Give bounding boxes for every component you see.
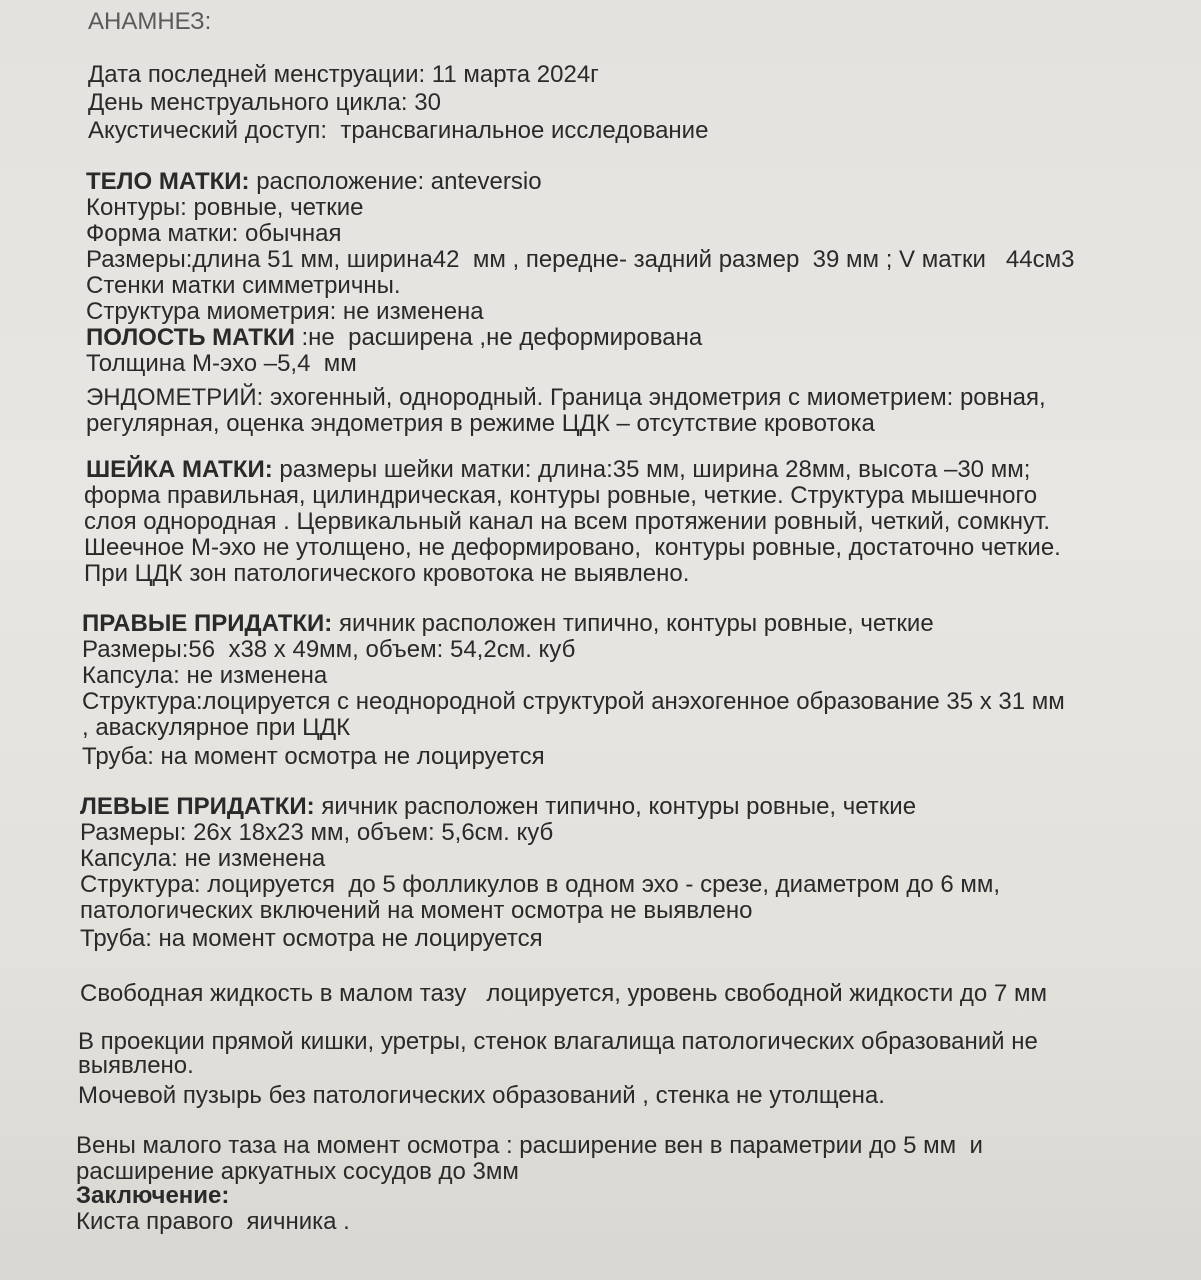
left-adnexa-heading: ЛЕВЫЕ ПРИДАТКИ: [80, 793, 315, 820]
uterus-position: расположение: anteversio [249, 168, 542, 195]
uterus-contours: Контуры: ровные, четкие [86, 194, 364, 221]
cervix-sizes: размеры шейки матки: длина:35 мм, ширина 28мм, высота –30 мм; [272, 456, 1031, 483]
free-fluid-line: Свободная жидкость в малом тазу лоцируется, уровень свободной жидкости до 7 мм [80, 980, 1047, 1007]
uterus-walls: Стенки матки симметричны. [86, 272, 401, 299]
endometrium-line-2: регулярная, оценка эндометрия в режиме ЦДК – отсутствие кровотока [86, 410, 875, 437]
left-ovary-capsule: Капсула: не изменена [80, 845, 326, 872]
conclusion-heading: Заключение: [76, 1182, 230, 1209]
cycle-day-line: День менструального цикла: 30 [88, 89, 441, 116]
veins-line-1: Вены малого таза на момент осмотра : расширение вен в параметрии до 5 мм и [76, 1132, 983, 1159]
cervix-line-1 [86, 458, 1030, 482]
cavity-heading: ПОЛОСТЬ МАТКИ [86, 324, 295, 351]
cervix-line-3: слоя однородная . Цервикальный канал на всем протяжении ровный, четкий, сомкнут. [84, 508, 1051, 535]
conclusion-text: Киста правого яичника . [76, 1208, 350, 1235]
left-ovary-text: яичник расположен типично, контуры ровные, четкие [314, 793, 917, 820]
veins-line-2: расширение аркуатных сосудов до 3мм [76, 1158, 519, 1185]
right-adnexa-line-1 [82, 612, 934, 636]
right-ovary-capsule: Капсула: не изменена [82, 662, 328, 689]
anamnez-heading: АНАМНЕЗ: [88, 8, 212, 35]
cervix-line-5: При ЦДК зон патологического кровотока не выявлено. [84, 560, 690, 587]
right-tube: Труба: на момент осмотра не лоцируется [82, 743, 545, 770]
rectum-line-2: выявлено. [78, 1052, 194, 1079]
right-adnexa-heading: ПРАВЫЕ ПРИДАТКИ: [82, 610, 333, 637]
myometrium-structure: Структура миометрия: не изменена [86, 298, 484, 325]
cavity-text: :не расширена ,не деформирована [294, 324, 703, 351]
uterus-position-line [86, 170, 542, 194]
cervix-line-4: Шеечное М-эхо не утолщено, не деформировано, контуры ровные, достаточно четкие. [84, 534, 1061, 561]
uterus-heading: ТЕЛО МАТКИ: [86, 168, 250, 195]
left-adnexa-line-1 [80, 795, 916, 819]
left-tube: Труба: на момент осмотра не лоцируется [80, 925, 543, 952]
uterus-shape: Форма матки: обычная [86, 220, 342, 247]
rectum-line-1: В проекции прямой кишки, уретры, стенок влагалища патологических образований не [78, 1028, 1038, 1055]
endometrium-line-1: ЭНДОМЕТРИЙ: эхогенный, однородный. Граница эндометрия с миометрием: ровная, [86, 384, 1046, 411]
uterus-sizes: Размеры:длина 51 мм, ширина42 мм , передне- задний размер 39 мм ; V матки 44см3 [86, 246, 1075, 273]
cavity-line [86, 326, 702, 350]
cervix-line-2: форма правильная, цилиндрическая, контуры ровные, четкие. Структура мышечного [84, 482, 1038, 509]
acoustic-access-line: Акустический доступ: трансвагинальное исследование [88, 117, 709, 144]
cervix-heading: ШЕЙКА МАТКИ: [86, 456, 273, 483]
left-ovary-structure-1: Структура: лоцируется до 5 фолликулов в одном эхо - срезе, диаметром до 6 мм, [80, 871, 1001, 898]
right-ovary-sizes: Размеры:56 х38 х 49мм, объем: 54,2см. куб [82, 636, 576, 663]
left-ovary-structure-2: патологических включений на момент осмотра не выявлено [80, 897, 753, 924]
bladder-line: Мочевой пузырь без патологических образований , стенка не утолщена. [78, 1082, 885, 1109]
left-ovary-sizes: Размеры: 26х 18х23 мм, объем: 5,6см. куб [80, 819, 554, 846]
right-ovary-structure-2: , аваскулярное при ЦДК [82, 714, 351, 741]
lmp-line: Дата последней менструации: 11 марта 2024г [88, 61, 599, 88]
m-echo-thickness: Толщина М-эхо –5,4 мм [86, 350, 357, 377]
right-ovary-structure-1: Структура:лоцируется с неоднородной структурой анэхогенное образование 35 х 31 мм [82, 688, 1065, 715]
right-ovary-text: яичник расположен типично, контуры ровные, четкие [332, 610, 934, 637]
